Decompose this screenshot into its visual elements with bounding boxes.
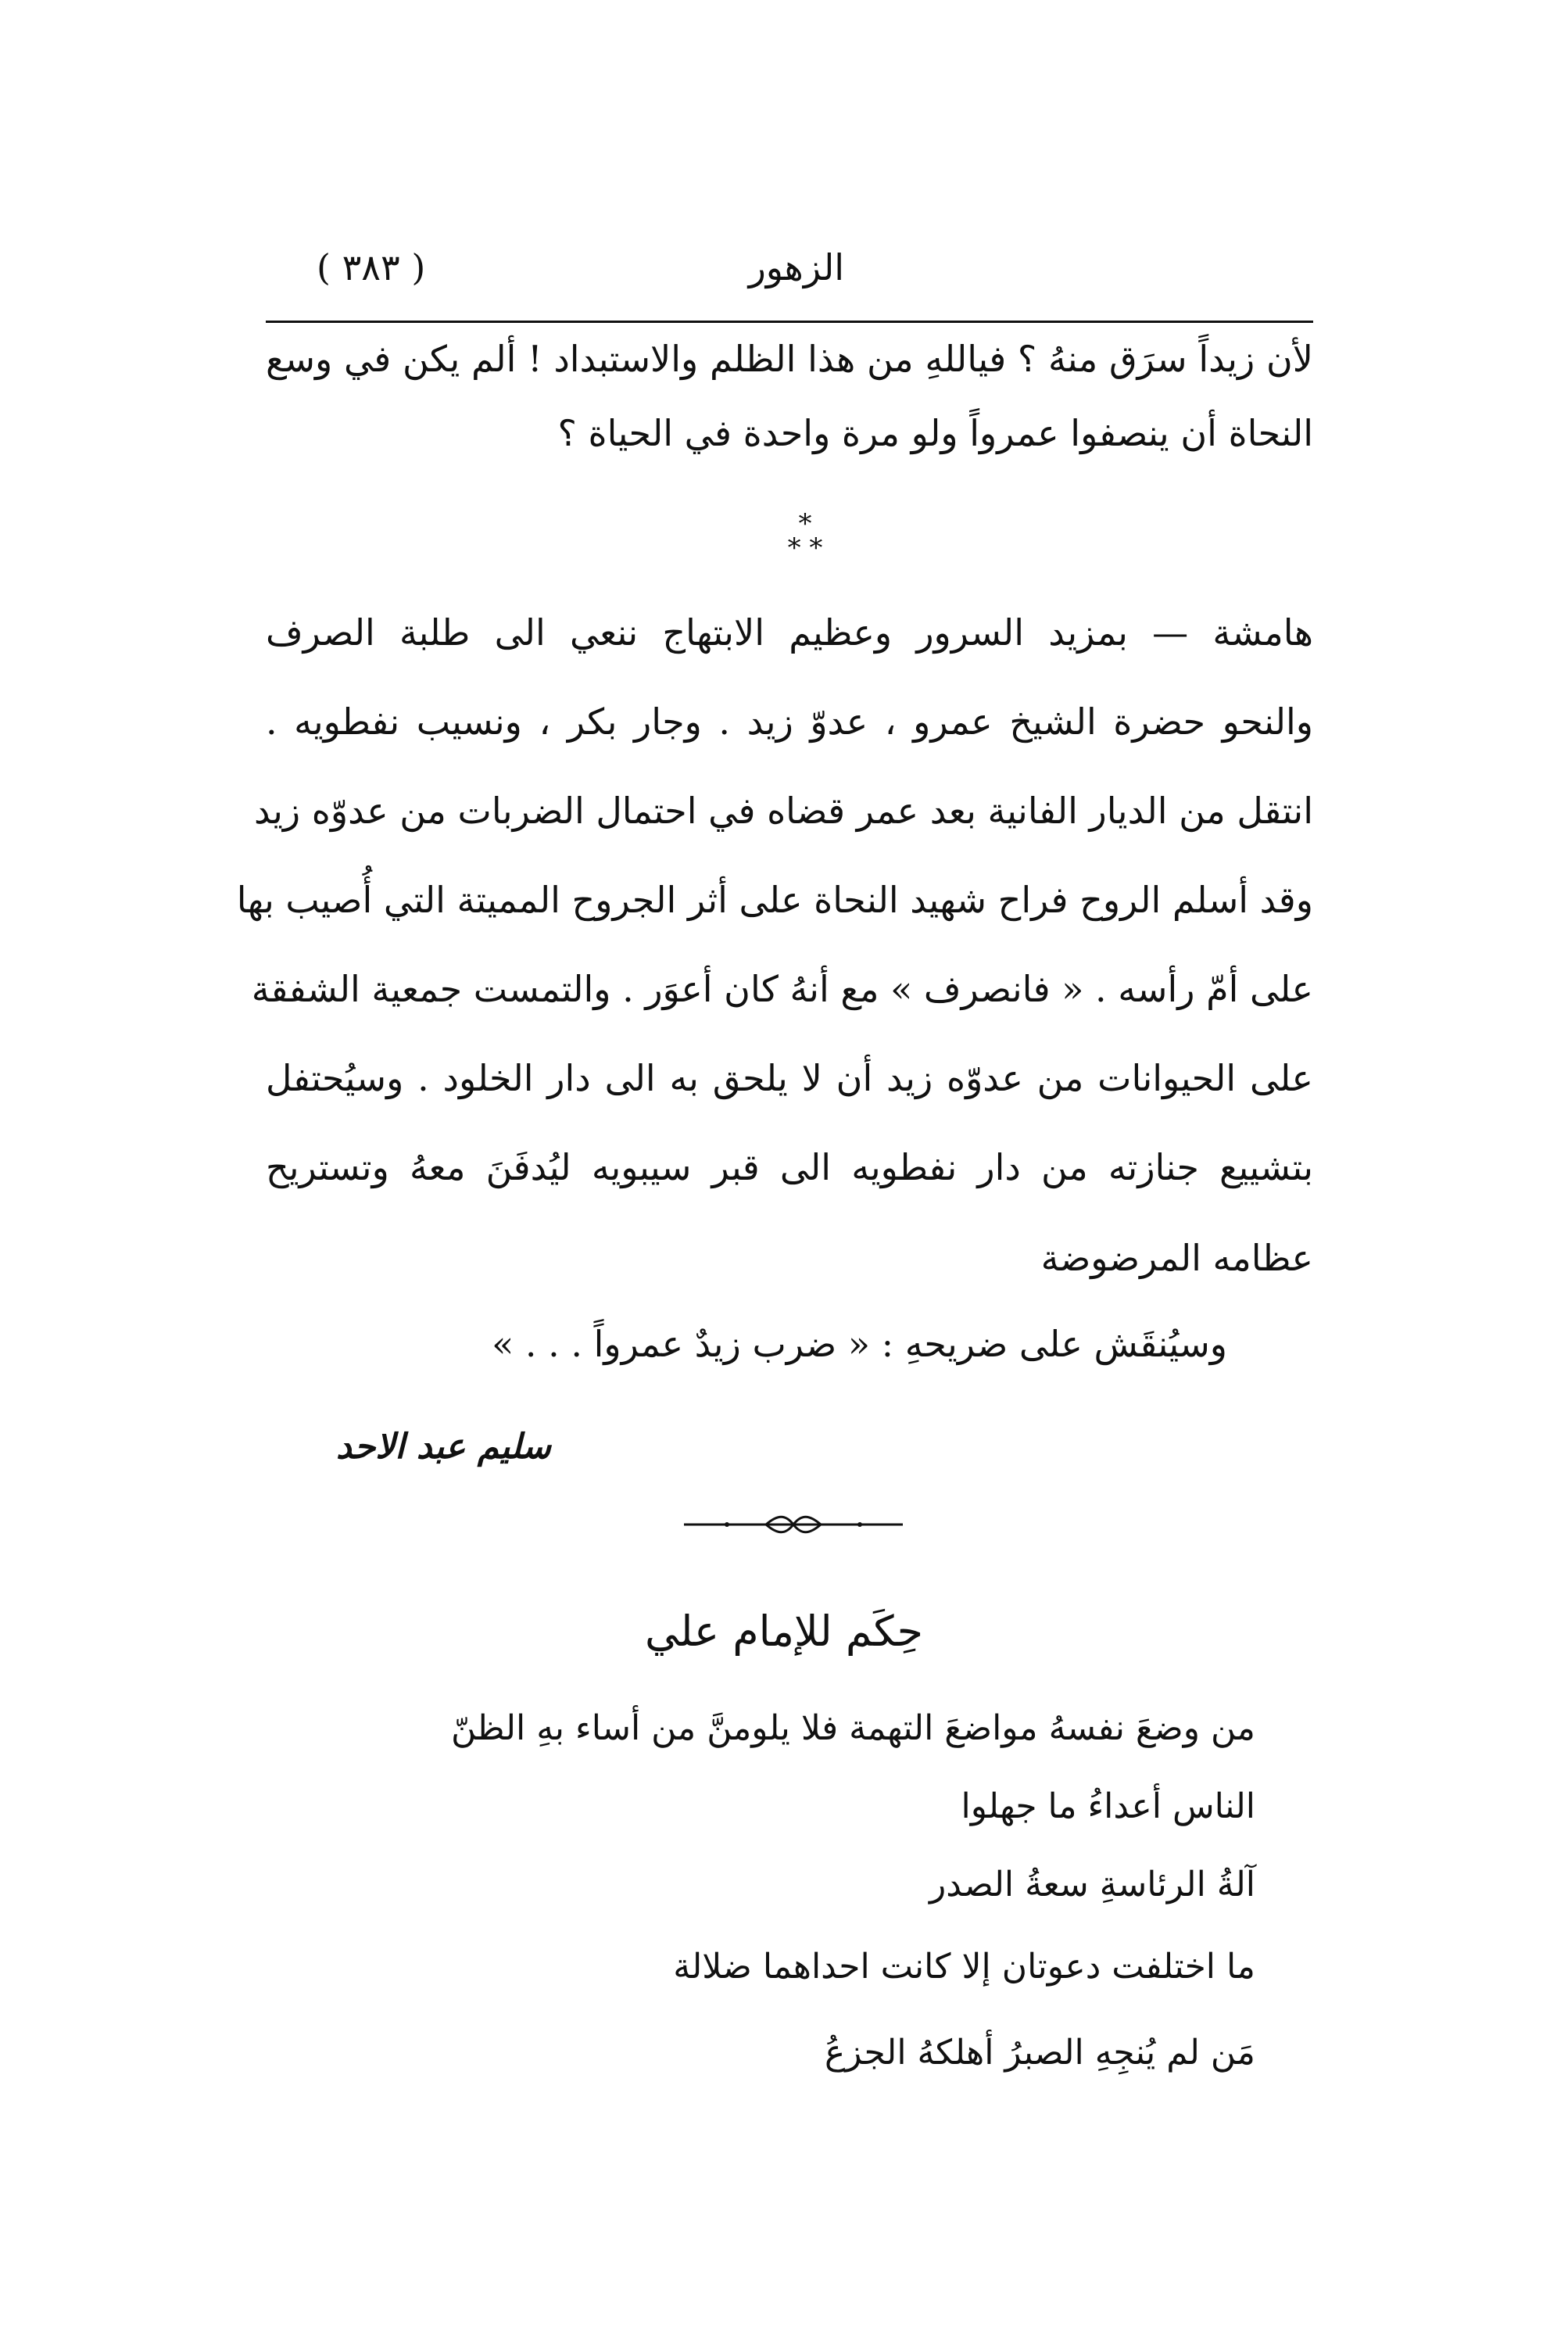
header-rule — [266, 321, 1313, 323]
notice-line: انتقل من الديار الفانية بعد عمر قضاه في احتمال الضربات من عدوّه زيد — [253, 790, 1313, 832]
saying-line: آلةُ الرئاسةِ سعةُ الصدر — [929, 1865, 1255, 1904]
ornamental-divider — [680, 1513, 907, 1536]
page-number: ( ٣٨٣ ) — [317, 246, 426, 288]
notice-line: بتشييع جنازته من دار نفطويه الى قبر سيبويه ليُدفَنَ معهُ وتستريح — [266, 1146, 1313, 1188]
intro-line: النحاة أن ينصفوا عمرواً ولو مرة واحدة في الحياة ؟ — [557, 412, 1313, 454]
author-signature: سليم عبد الاحد — [336, 1427, 551, 1467]
epitaph-text: وسيُنقَش على ضريحهِ : « ضرب زيدٌ عمرواً . . . » — [492, 1323, 1227, 1365]
saying-line: ما اختلفت دعوتان إلا كانت احداهما ضلالة — [673, 1947, 1255, 1987]
notice-line: على الحيوانات من عدوّه زيد أن لا يلحق به الى دار الخلود . وسيُحتفل — [266, 1057, 1313, 1099]
notice-line: عظامه المرضوضة — [1040, 1237, 1313, 1279]
notice-line: وقد أسلم الروح فراح شهيد النحاة على أثر الجروح المميتة التي أُصيب بها — [236, 879, 1313, 921]
running-header — [266, 246, 1313, 309]
notice-line: هامشة — بمزيد السرور وعظيم الابتهاج ننعي الى طلبة الصرف — [266, 611, 1313, 654]
section-title: حِكَم للإمام علي — [644, 1607, 924, 1656]
journal-title: الزهور — [748, 246, 844, 288]
saying-line: مَن لم يُنجِهِ الصبرُ أهلكهُ الجزعُ — [825, 2033, 1255, 2073]
saying-line: الناس أعداءُ ما جهلوا — [961, 1786, 1255, 1826]
notice-line: على أمّ رأسه . « فانصرف » مع أنهُ كان أعوَر . والتمست جمعية الشفقة — [251, 968, 1313, 1010]
star-separator: * * * — [787, 508, 823, 564]
saying-line: من وضعَ نفسهُ مواضعَ التهمة فلا يلومنَّ من أساء بهِ الظنّ — [450, 1708, 1255, 1748]
intro-line: لأن زيداً سرَق منهُ ؟ فياللهِ من هذا الظلم والاستبداد ! ألم يكن في وسع — [266, 338, 1313, 380]
notice-line: والنحو حضرة الشيخ عمرو ، عدوّ زيد . وجار بكر ، ونسيب نفطويه . — [266, 700, 1313, 743]
